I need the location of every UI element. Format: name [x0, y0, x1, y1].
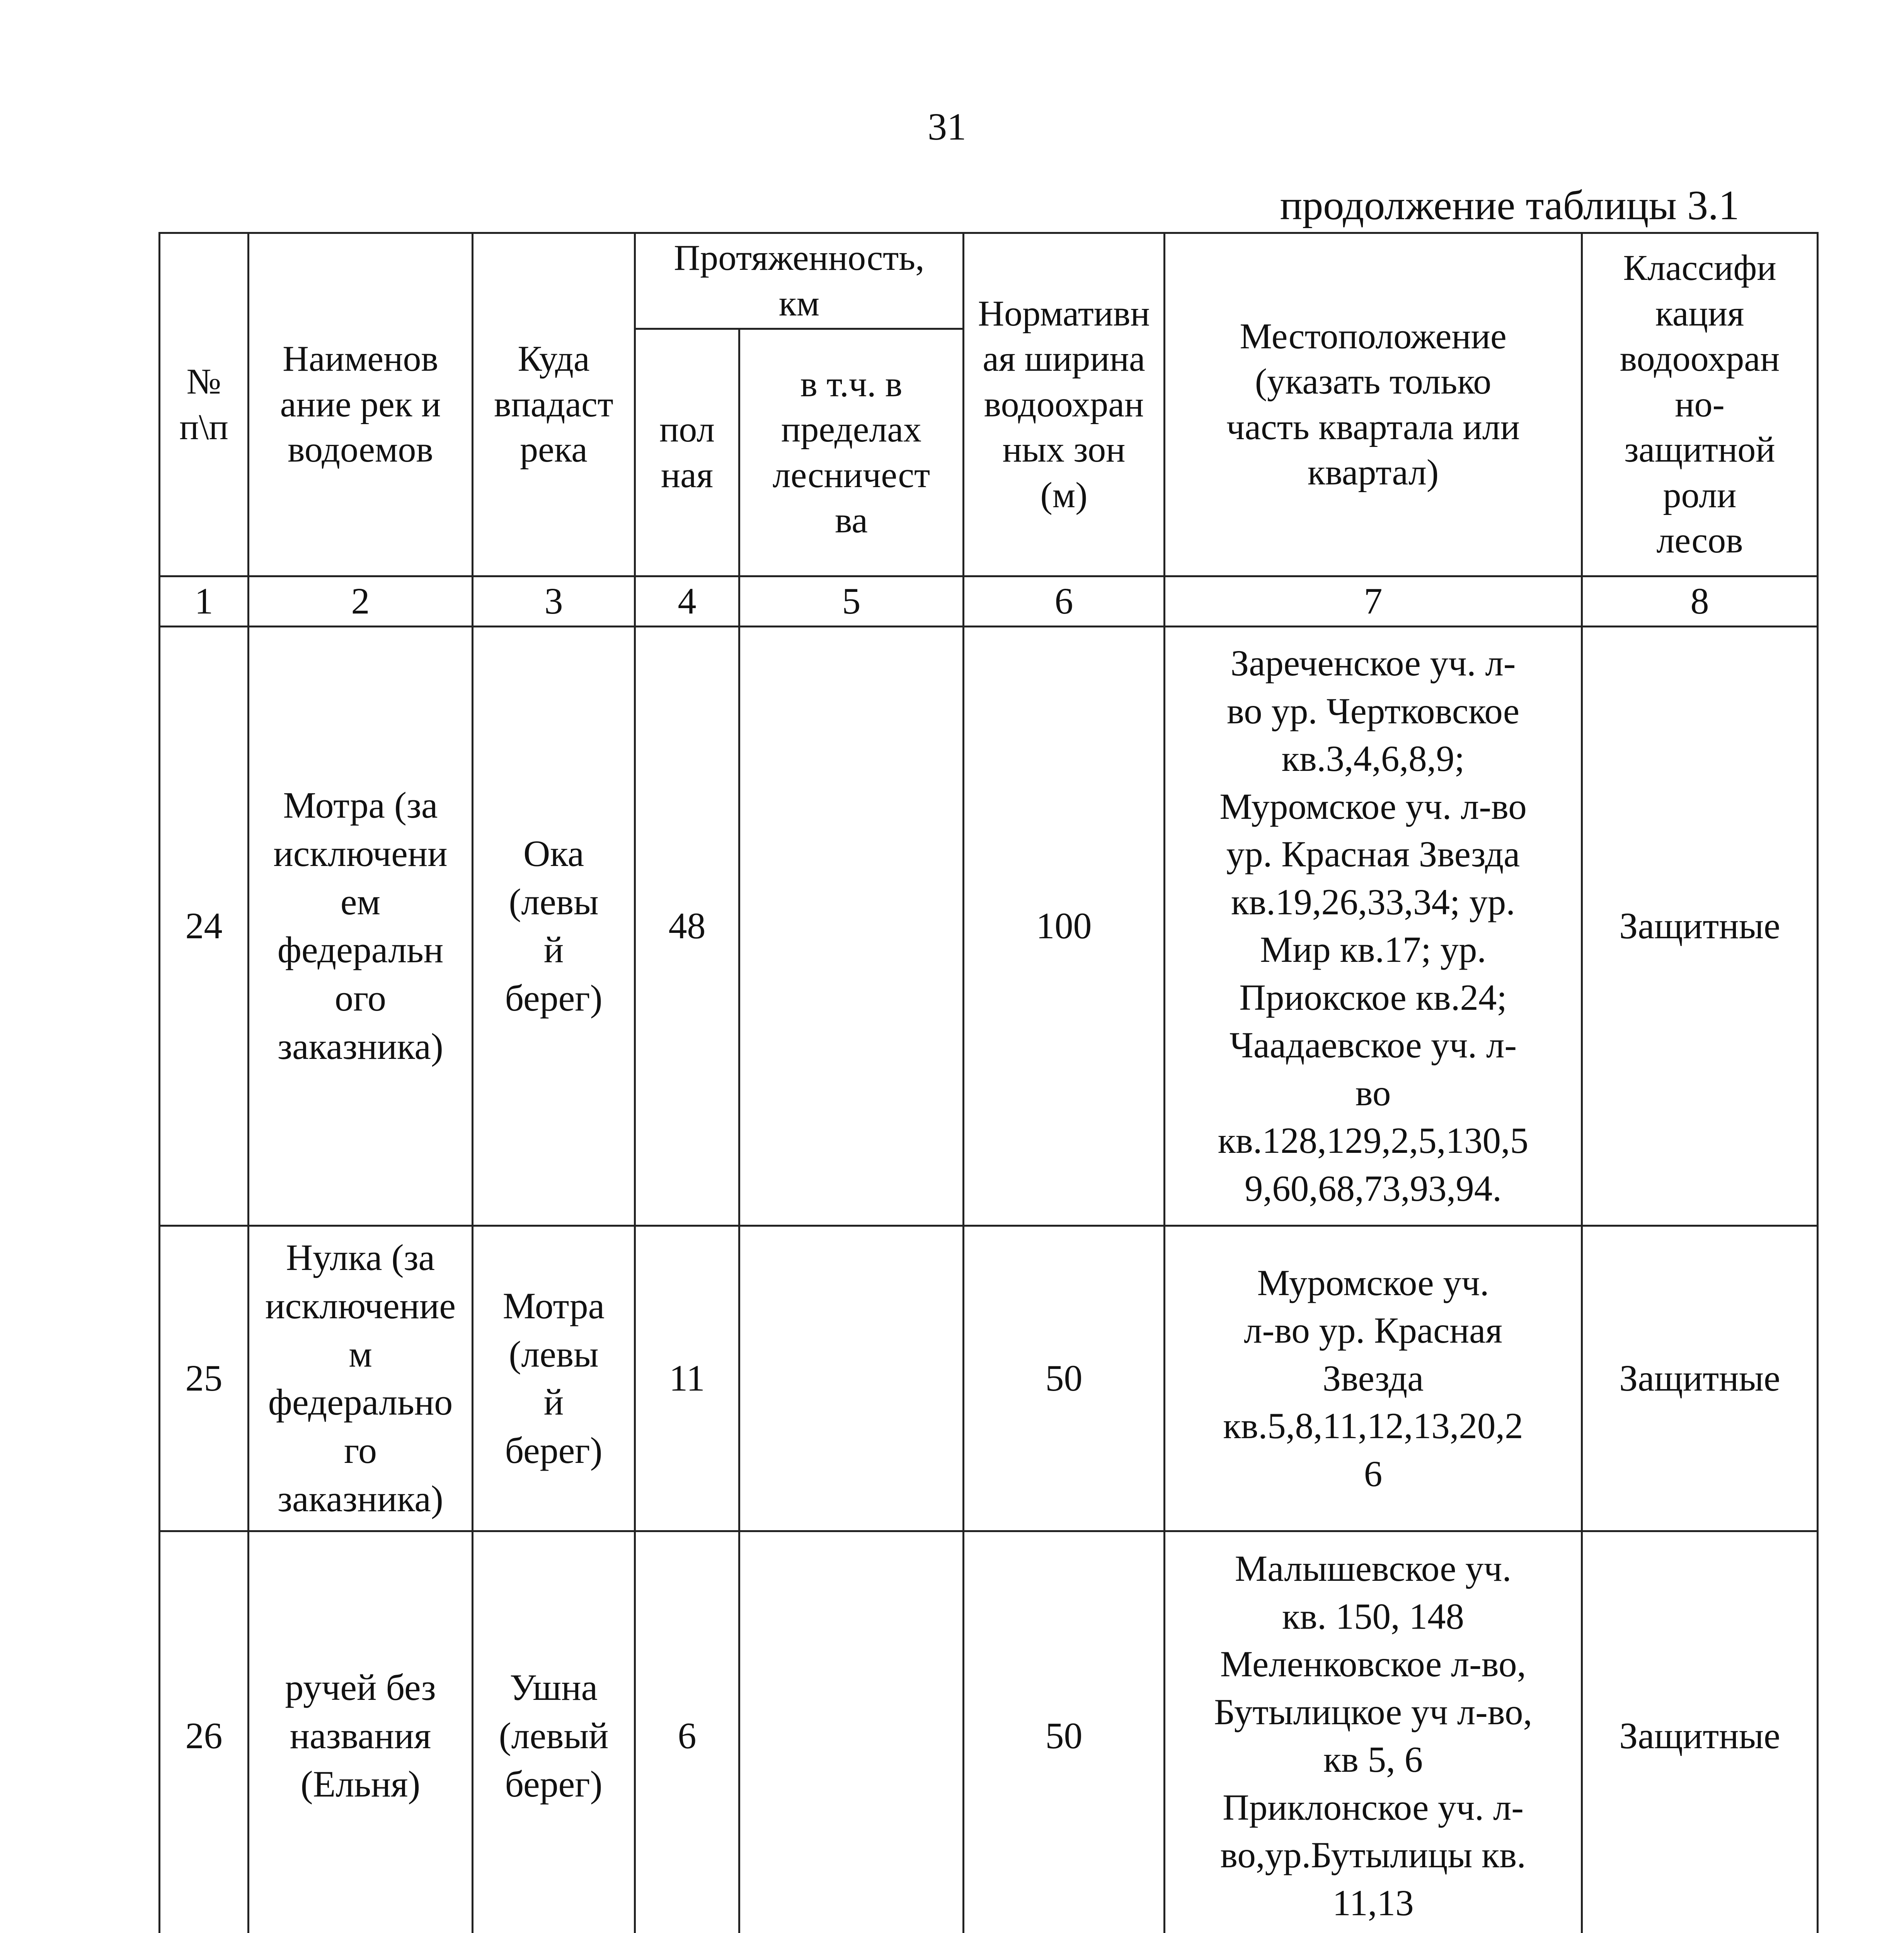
- column-number: 8: [1582, 576, 1818, 627]
- table-caption: продолжение таблицы 3.1: [1280, 182, 1739, 228]
- column-number: 4: [635, 576, 739, 627]
- row-number: 25: [160, 1226, 249, 1531]
- header-location: Местоположение (указать только часть квартала или квартал): [1165, 233, 1582, 576]
- column-numbers-row: [160, 576, 1818, 627]
- river-name: Нулка (за исключение м федерально го заказника): [249, 1226, 473, 1531]
- header-number: № п\п: [160, 233, 249, 576]
- header-name: Наименов ание рек и водоемов: [249, 233, 473, 576]
- water-bodies-table: [158, 232, 1819, 1933]
- header-length-in-forestry: в т.ч. в пределах лесничест ва: [739, 329, 964, 576]
- zone-width: 50: [964, 1226, 1165, 1531]
- location: Зареченское уч. л- во ур. Чертковское кв.3,4,6,8,9; Муромское уч. л-во ур. Красная Звезда кв.19,26,33,34; ур. Мир кв.17; ур. Приокское кв.24; Чаадаевское уч. л- во кв.128,129,2,5,130,5 9,60,68,73,93,94.: [1165, 626, 1582, 1226]
- length-in-forestry: [739, 1226, 964, 1531]
- classification: Защитные: [1582, 626, 1818, 1226]
- header-row-1: [160, 233, 1818, 329]
- zone-width: 100: [964, 626, 1165, 1226]
- flows-into: Ока (левы й берег): [473, 626, 635, 1226]
- table-row: [160, 1226, 1818, 1531]
- row-number: 24: [160, 626, 249, 1226]
- classification: Защитные: [1582, 1226, 1818, 1531]
- length-in-forestry: [739, 1531, 964, 1933]
- table-row: [160, 1531, 1818, 1933]
- river-name: Мотра (за исключени ем федеральн ого заказника): [249, 626, 473, 1226]
- column-number: 6: [964, 576, 1165, 627]
- column-number: 2: [249, 576, 473, 627]
- column-number: 7: [1165, 576, 1582, 627]
- location: Муромское уч. л-во ур. Красная Звезда кв.5,8,11,12,13,20,2 6: [1165, 1226, 1582, 1531]
- zone-width: 50: [964, 1531, 1165, 1933]
- length-total: 48: [635, 626, 739, 1226]
- column-number: 3: [473, 576, 635, 627]
- flows-into: Ушна (левый берег): [473, 1531, 635, 1933]
- length-in-forestry: [739, 626, 964, 1226]
- header-length-group: Протяженность, км: [635, 233, 964, 329]
- header-length-total: пол ная: [635, 329, 739, 576]
- length-total: 11: [635, 1226, 739, 1531]
- header-classification: Классифи кация водоохран но- защитной роли лесов: [1582, 233, 1818, 576]
- river-name: ручей без названия (Ельня): [249, 1531, 473, 1933]
- flows-into: Мотра (левы й берег): [473, 1226, 635, 1531]
- classification: Защитные: [1582, 1531, 1818, 1933]
- length-total: 6: [635, 1531, 739, 1933]
- column-number: 5: [739, 576, 964, 627]
- table-row: [160, 626, 1818, 1226]
- header-flows-into: Куда впадаст река: [473, 233, 635, 576]
- row-number: 26: [160, 1531, 249, 1933]
- header-zone-width: Нормативн ая ширина водоохран ных зон (м): [964, 233, 1165, 576]
- page-number: 31: [928, 105, 966, 148]
- column-number: 1: [160, 576, 249, 627]
- location: Малышевское уч. кв. 150, 148 Меленковское л-во, Бутылицкое уч л-во, кв 5, 6 Приклонское уч. л- во,ур.Бутылицы кв. 11,13: [1165, 1531, 1582, 1933]
